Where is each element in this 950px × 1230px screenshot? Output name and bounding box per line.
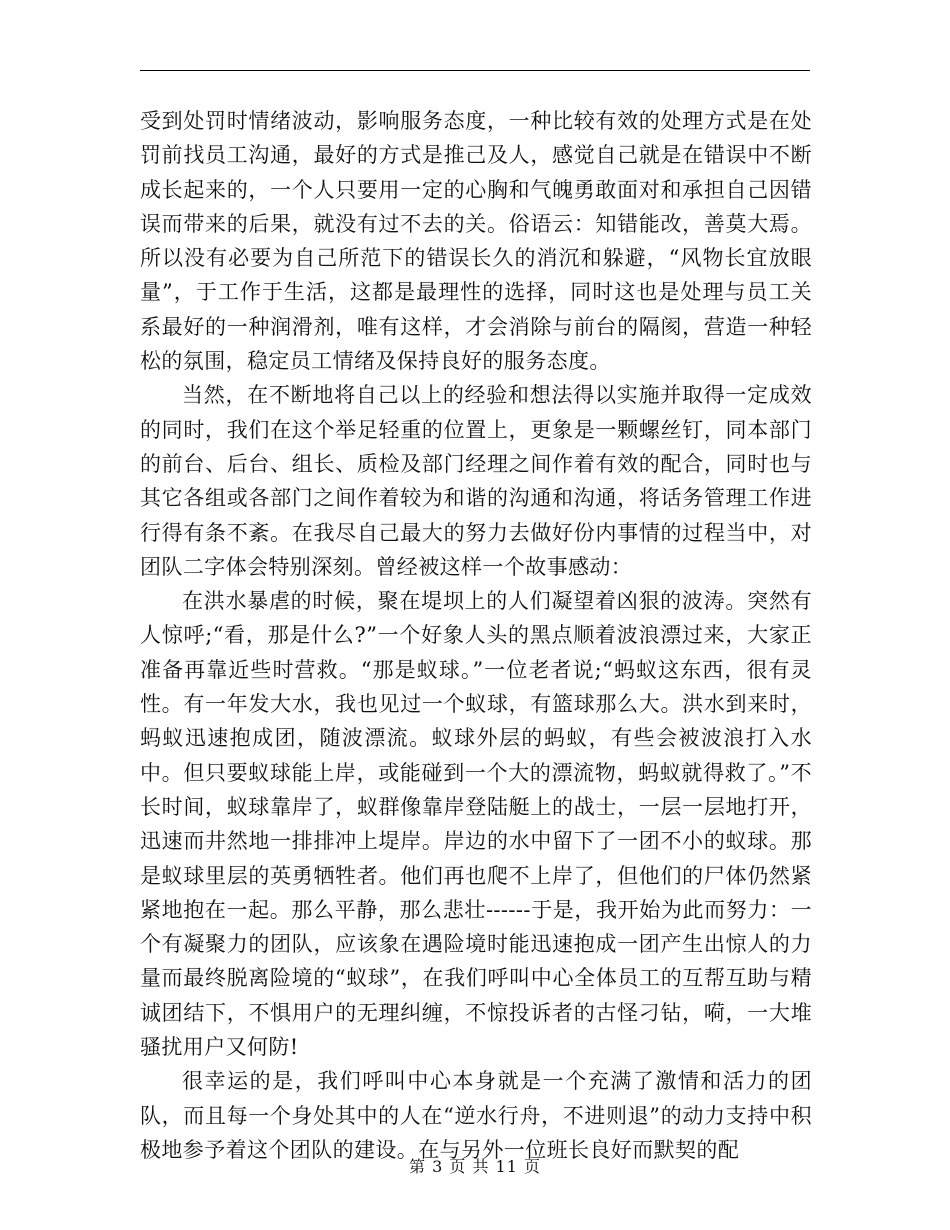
paragraph-4: 很幸运的是，我们呼叫中心本身就是一个充满了激情和活力的团队，而且每一个身处其中的人在“逆水行舟，不进则退”的动力支持中积极地参予着这个团队的建设。在与另外一位班长良好而默契的配 — [140, 1069, 812, 1162]
paragraph-3: 在洪水暴虐的时候，聚在堤坝上的人们凝望着凶狠的波涛。突然有人惊呼;“看，那是什么?”一个好象人头的黑点顺着波浪漂过来，大家正准备再靠近些时营救。“那是蚁球。”一位老者说;“蚂蚁这东西，很有灵性。有一年发大水，我也见过一个蚁球，有篮球那么大。洪水到来时，蚂蚁迅速抱成团，随波漂流。蚁球外层的蚂蚁，有些会被波浪打入水中。但只要蚁球能上岸，或能碰到一个大的漂流物，蚂蚁就得救了。”不长时间，蚁球靠岸了，蚁群像靠岸登陆艇上的战士，一层一层地打开，迅速而井然地一排排冲上堤岸。岸边的水中留下了一团不小的蚁球。那是蚁球里层的英勇牺牲者。他们再也爬不上岸了，但他们的尸体仍然紧紧地抱在一起。那么平静，那么悲壮------于是，我开始为此而努力：一个有凝聚力的团队，应该象在遇险境时能迅速抱成一团产生出惊人的力量而最终脱离险境的“蚁球”，在我们呼叫中心全体员工的互帮互助与精诚团结下，不惧用户的无理纠缠，不惊投诉者的古怪刁钻，嗬，一大堆骚扰用户又何防! — [140, 589, 812, 1060]
paragraph-2: 当然，在不断地将自己以上的经验和想法得以实施并取得一定成效的同时，我们在这个举足轻重的位置上，更象是一颗螺丝钉，同本部门的前台、后台、组长、质检及部门经理之间作着有效的配合，同时也与其它各组或各部门之间作着较为和谐的沟通和沟通，将话务管理工作进行得有条不紊。在我尽自己最大的努力去做好份内事情的过程当中，对团队二字体会特别深刻。曾经被这样一个故事感动： — [140, 383, 812, 579]
header-rule — [140, 70, 810, 71]
page-number-footer: 第 3 页 共 11 页 — [409, 1157, 541, 1176]
body-text — [140, 104, 812, 1167]
paragraph-1: 受到处罚时情绪波动，影响服务态度，一种比较有效的处理方式是在处罚前找员工沟通，最好的方式是推己及人，感觉自己就是在错误中不断成长起来的，一个人只要用一定的心胸和气魄勇敢面对和承担自己因错误而带来的后果，就没有过不去的关。俗语云：知错能改，善莫大焉。所以没有必要为自己所范下的错误长久的消沉和躲避，“风物长宜放眼量”，于工作于生活，这都是最理性的选择，同时这也是处理与员工关系最好的一种润滑剂，唯有这样，才会消除与前台的隔阂，营造一种轻松的氛围，稳定员工情绪及保持良好的服务态度。 — [140, 109, 812, 374]
